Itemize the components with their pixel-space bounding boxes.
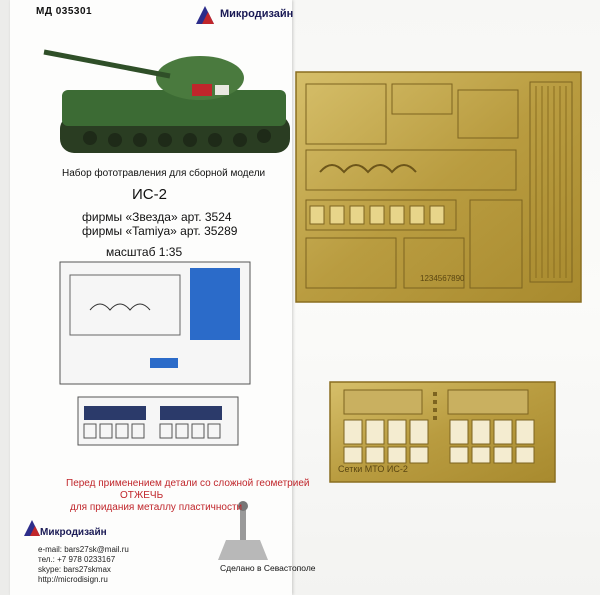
product-code: МД 035301	[36, 6, 93, 17]
brand-name: Микродизайн	[220, 8, 294, 20]
footer-brand-logo	[24, 520, 40, 536]
fret-small-label: Сетки МТО ИС-2	[338, 464, 408, 474]
scale-label: масштаб 1:35	[106, 245, 183, 259]
contact-phone: тел.: +7 978 0233167	[38, 555, 116, 564]
tank-illustration	[44, 52, 290, 153]
contact-skype: skype: bars27skmax	[38, 565, 111, 574]
compat-tamiya: фирмы «Tamiya» арт. 35289	[82, 224, 238, 238]
tagline: Набор фототравления для сборной модели	[62, 168, 266, 179]
brass-fret-large	[296, 72, 581, 302]
fret-diagram	[60, 262, 250, 445]
made-in-label: Сделано в Севастополе	[220, 563, 316, 573]
compat-zvezda: фирмы «Звезда» арт. 3524	[82, 210, 232, 224]
warning-line-1: Перед применением детали со сложной геометрией	[66, 478, 310, 489]
warning-line-2: ОТЖЕЧЬ	[120, 490, 164, 501]
fret-part-numbers: 1234567890	[420, 274, 465, 283]
warning-line-3: для придания металлу пластичности	[70, 502, 243, 513]
contact-email: e-mail: bars27sk@mail.ru	[38, 545, 129, 554]
contact-website: http://microdisign.ru	[38, 575, 108, 584]
brand-logo	[196, 6, 214, 24]
footer-brand: Микродизайн	[40, 527, 107, 538]
model-title: ИС-2	[132, 186, 167, 203]
